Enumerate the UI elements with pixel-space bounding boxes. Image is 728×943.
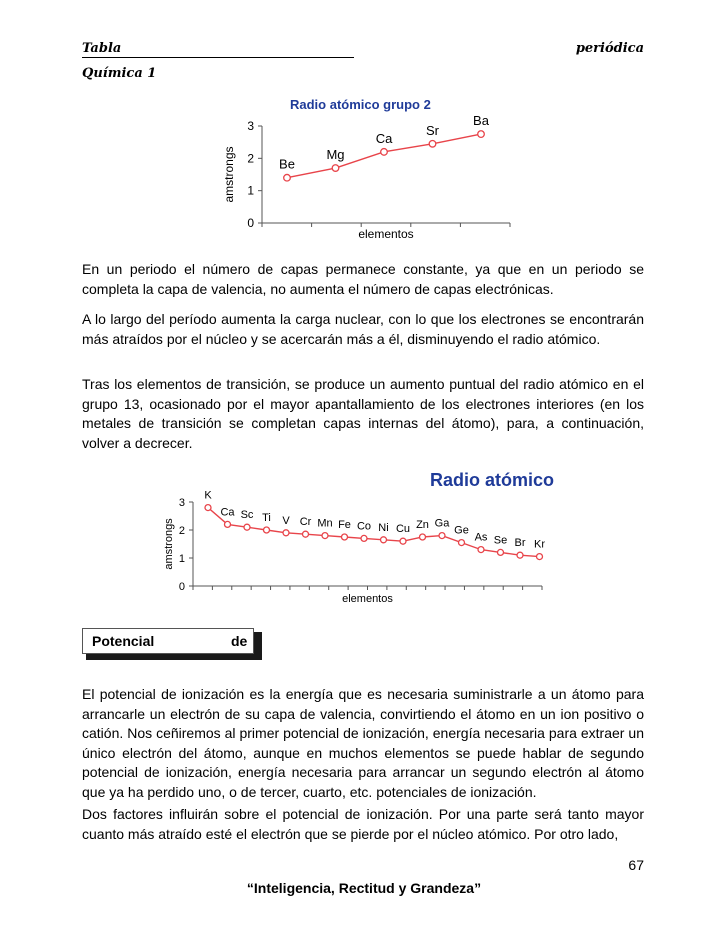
chart1-title: Radio atómico grupo 2	[290, 97, 431, 112]
chart2-series-line	[208, 508, 540, 557]
header-subtitle: Química 1	[82, 66, 157, 81]
chart2-point-Sc	[244, 524, 250, 530]
chart2-point-Se	[498, 549, 504, 555]
chart2-point-label-Mn: Mn	[317, 517, 333, 530]
chart2-xlabel: elementos	[342, 593, 393, 605]
chart1-point-label-Sr: Sr	[426, 122, 439, 138]
section-heading-word2: de	[231, 633, 248, 649]
paragraph-4: El potencial de ionización es la energía que es necesaria suministrarle a un átomo para arrancarle un electrón de su capa de valencia, convirtiendo el átomo en un ion positivo o catión. Nos ceñiremos al primer potencial de ionización, energía necesaria para extraer un único electrón del átomo, aunque en muchos elementos se puede hablar de segundo potencial de ionización, energía necesaria para arrancar un segundo electrón al átomo que ya ha perdido uno, o de tercer, cuarto, etc. potenciales de ionización.	[82, 686, 644, 800]
chart2-point-Ga	[439, 533, 445, 539]
chart1-ytick-label-2: 2	[247, 151, 254, 166]
chart1-point-Ba	[478, 131, 485, 138]
chart2-point-label-Ge: Ge	[454, 524, 469, 537]
chart2-point-Fe	[342, 534, 348, 540]
chart2-point-label-Se: Se	[493, 534, 508, 547]
chart1	[215, 108, 515, 243]
box-content	[82, 628, 254, 654]
chart2-point-V	[283, 530, 289, 536]
section-heading-word1: Potencial	[92, 633, 155, 649]
chart1-xlabel: elementos	[358, 227, 414, 241]
chart1-point-Be	[284, 174, 291, 181]
chart2-ylabel: amstrongs	[163, 518, 175, 570]
chart2-point-Br	[517, 552, 523, 558]
chart1-point-label-Be: Be	[279, 156, 295, 172]
chart2-point-label-Zn: Zn	[416, 519, 429, 531]
chart1-point-Sr	[429, 140, 436, 147]
chart1-ylabel: amstrongs	[222, 146, 236, 203]
chart2-title: Radio atómico	[430, 470, 555, 490]
header-underline	[82, 57, 354, 58]
chart2-ytick-label-2: 2	[178, 525, 185, 537]
chart2-point-Co	[361, 535, 367, 541]
chart1-point-Ca	[381, 149, 388, 156]
paragraph-2: A lo largo del período aumenta la carga nuclear, con lo que los electrones se encontrarán más atraídos por el núcleo y se acercarán más a él, disminuyendo el radio atómico.	[82, 311, 644, 347]
header-right: periódica	[575, 41, 644, 56]
chart2-point-label-Ti: Ti	[262, 512, 271, 524]
chart2-point-label-Fe: Fe	[338, 519, 351, 531]
chart2-point-Ca	[225, 521, 231, 527]
chart2-point-Ge	[459, 540, 465, 546]
paragraph-5: Dos factores influirán sobre el potencial de ionización. Por una parte será tanto mayor cuanto más atraído esté el electrón que se pierde por el núcleo atómico. Por otro lado,	[82, 806, 644, 842]
chart2-point-Ti	[264, 527, 270, 533]
chart2-point-label-Co: Co	[356, 520, 372, 533]
chart2-point-label-Kr: Kr	[534, 538, 545, 551]
chart1-point-label-Mg: Mg	[326, 147, 345, 163]
chart2-point-Ni	[381, 537, 387, 543]
chart2-ytick-label-3: 3	[178, 497, 185, 509]
chart2-point-label-Ga: Ga	[434, 517, 450, 530]
chart2-point-label-As: As	[474, 531, 488, 544]
chart1-point-label-Ba: Ba	[473, 113, 489, 129]
chart2-point-Mn	[322, 533, 328, 539]
paragraph-3: Tras los elementos de transición, se produce un aumento puntual del radio atómico en el grupo 13, ocasionado por el mayor apantallamiento de los electrones interiores (en los metales de transición se completan capas internas del átomo), para, a continuación, volver a decrecer.	[82, 376, 644, 451]
page-number: 67	[628, 857, 644, 873]
header-left: Tabla	[82, 41, 122, 56]
chart2-point-Cu	[400, 538, 406, 544]
chart2-point-K	[205, 505, 211, 511]
chart2-point-label-Cu: Cu	[395, 523, 411, 536]
chart2-point-label-Ni: Ni	[378, 521, 389, 534]
chart2-point-label-K: K	[204, 489, 212, 502]
chart2	[150, 470, 550, 610]
chart2-ytick-label-1: 1	[178, 553, 185, 565]
chart2-point-As	[478, 547, 484, 553]
chart2-point-Zn	[420, 534, 426, 540]
footer-motto: “Inteligencia, Rectitud y Grandeza”	[246, 880, 482, 896]
chart2-point-label-Br: Br	[514, 537, 526, 550]
section-heading-box	[82, 628, 260, 658]
chart2-ytick-label-0: 0	[178, 581, 185, 593]
chart1-ytick-label-0: 0	[247, 216, 254, 230]
chart1-ytick-label-1: 1	[247, 183, 254, 198]
chart2-point-Cr	[303, 531, 309, 537]
paragraph-1: En un periodo el número de capas permanece constante, ya que en un periodo se completa la capa de valencia, no aumenta el número de capas electrónicas.	[82, 261, 644, 297]
chart2-point-label-Cr: Cr	[299, 516, 312, 529]
chart2-point-label-Sc: Sc	[240, 509, 254, 522]
chart2-point-label-Ca: Ca	[220, 506, 235, 519]
chart1-point-label-Ca: Ca	[375, 130, 393, 146]
chart1-point-Mg	[332, 165, 339, 172]
chart1-ytick-label-3: 3	[247, 119, 254, 133]
chart2-point-Kr	[537, 554, 543, 560]
chart2-point-label-V: V	[282, 514, 290, 527]
